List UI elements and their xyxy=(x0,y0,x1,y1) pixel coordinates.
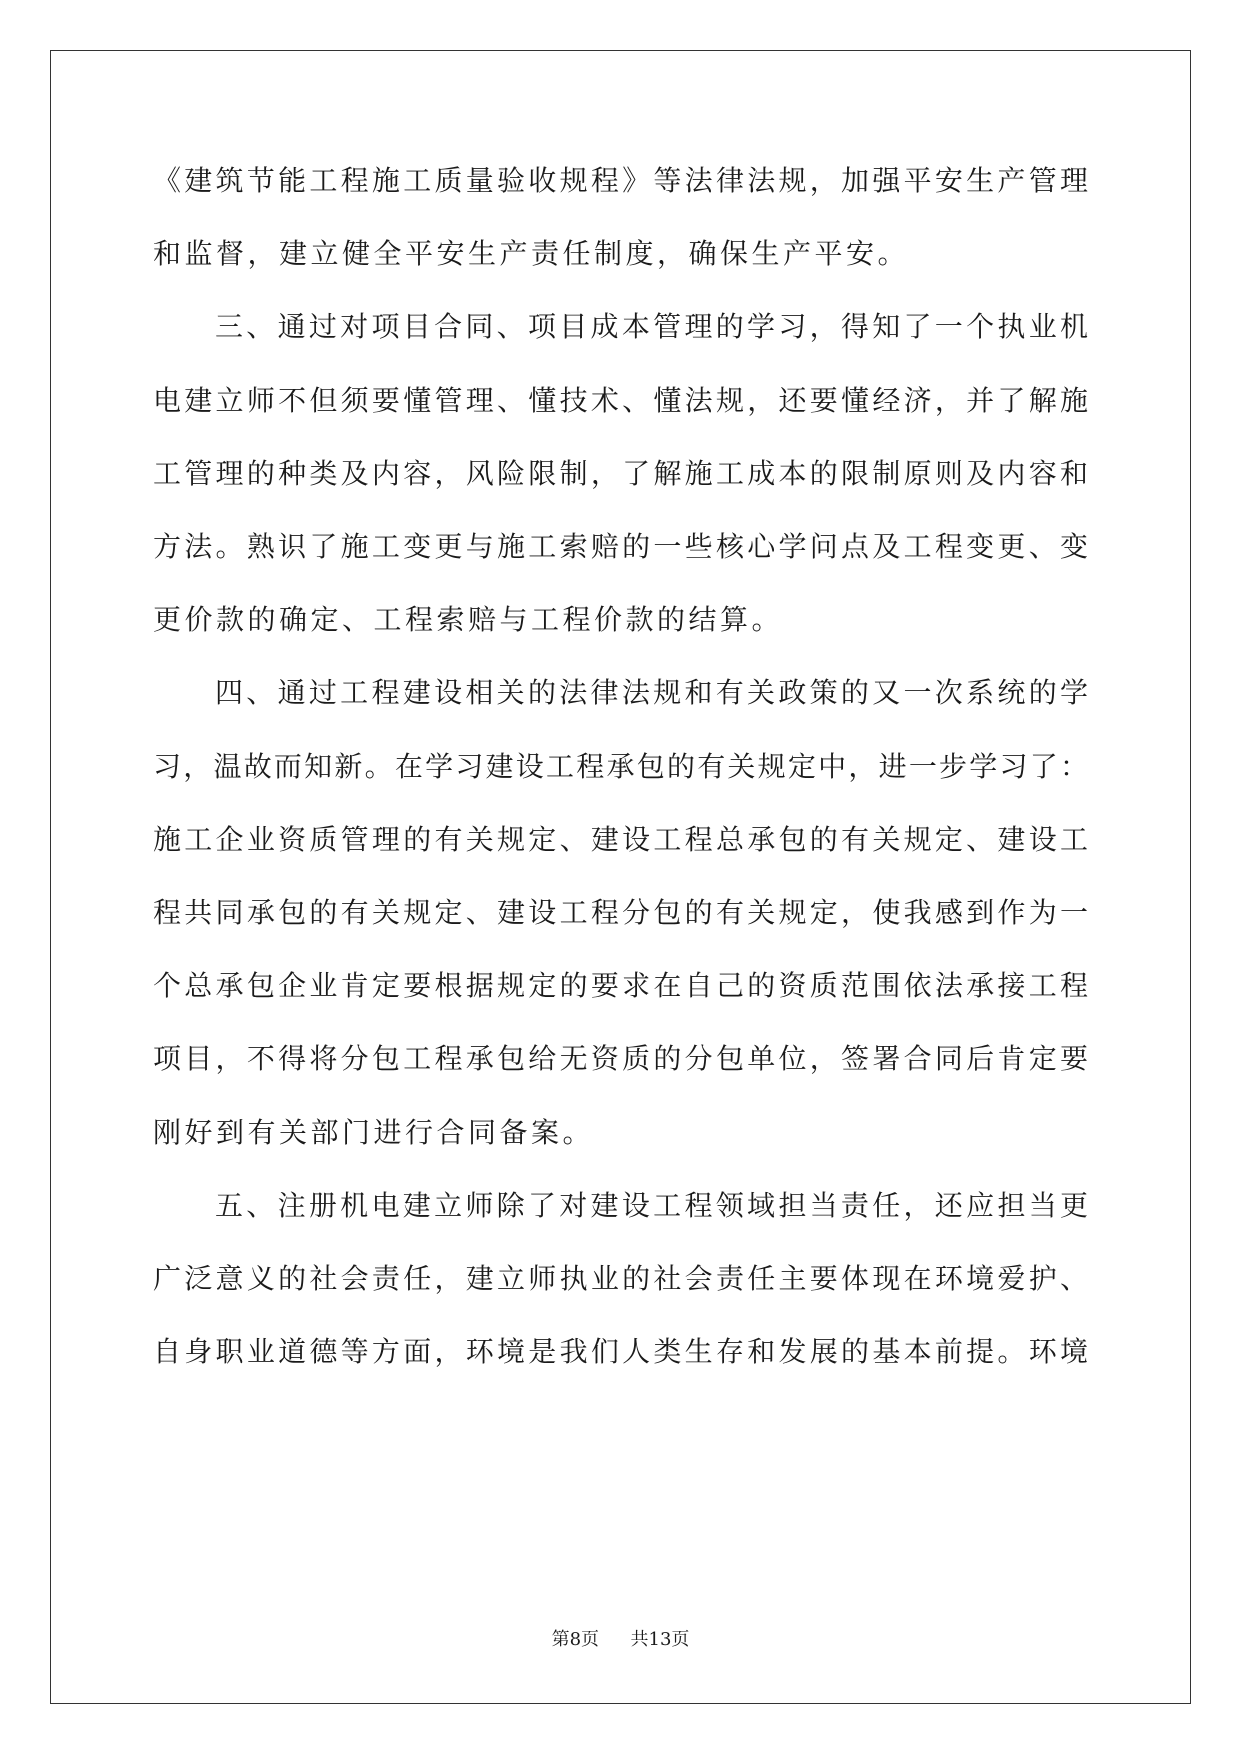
page-number-total: 共13页 xyxy=(630,1629,690,1650)
text-line: 工管理的种类及内容，风险限制，了解施工成本的限制原则及内容和 xyxy=(153,456,1088,490)
text-line: 程共同承包的有关规定、建设工程分包的有关规定，使我感到作为一 xyxy=(153,896,1088,929)
page-number-current: 第8页 xyxy=(551,1629,600,1650)
text-line: 习，温故而知新。在学习建设工程承包的有关规定中，进一步学习了： xyxy=(153,749,1088,783)
text-line: 四、通过工程建设相关的法律法规和有关政策的又一次系统的学 xyxy=(215,676,1088,710)
text-line: 方法。熟识了施工变更与施工索赔的一些核心学问点及工程变更、变 xyxy=(153,530,1088,563)
page-footer xyxy=(0,1628,1241,1652)
text-line: 个总承包企业肯定要根据规定的要求在自己的资质范围依法承接工程 xyxy=(153,969,1088,1003)
text-line: 三、通过对项目合同、项目成本管理的学习，得知了一个执业机 xyxy=(215,310,1088,344)
text-line: 施工企业资质管理的有关规定、建设工程总承包的有关规定、建设工 xyxy=(153,822,1088,856)
text-line: 自身职业道德等方面，环境是我们人类生存和发展的基本前提。环境 xyxy=(153,1335,1088,1369)
text-line: 和监督，建立健全平安生产责任制度，确保生产平安。 xyxy=(153,237,910,271)
text-line: 五、注册机电建立师除了对建设工程领域担当责任，还应担当更 xyxy=(215,1188,1088,1222)
text-line: 《建筑节能工程施工质量验收规程》等法律法规，加强平安生产管理 xyxy=(153,164,1088,197)
text-line: 项目，不得将分包工程承包给无资质的分包单位，签署合同后肯定要 xyxy=(153,1042,1088,1076)
text-line: 刚好到有关部门进行合同备案。 xyxy=(153,1115,595,1149)
text-line: 电建立师不但须要懂管理、懂技术、懂法规，还要懂经济，并了解施 xyxy=(153,383,1088,417)
text-line: 更价款的确定、工程索赔与工程价款的结算。 xyxy=(153,603,784,637)
page-border xyxy=(50,50,1191,1704)
text-line: 广泛意义的社会责任，建立师执业的社会责任主要体现在环境爱护、 xyxy=(153,1262,1088,1295)
